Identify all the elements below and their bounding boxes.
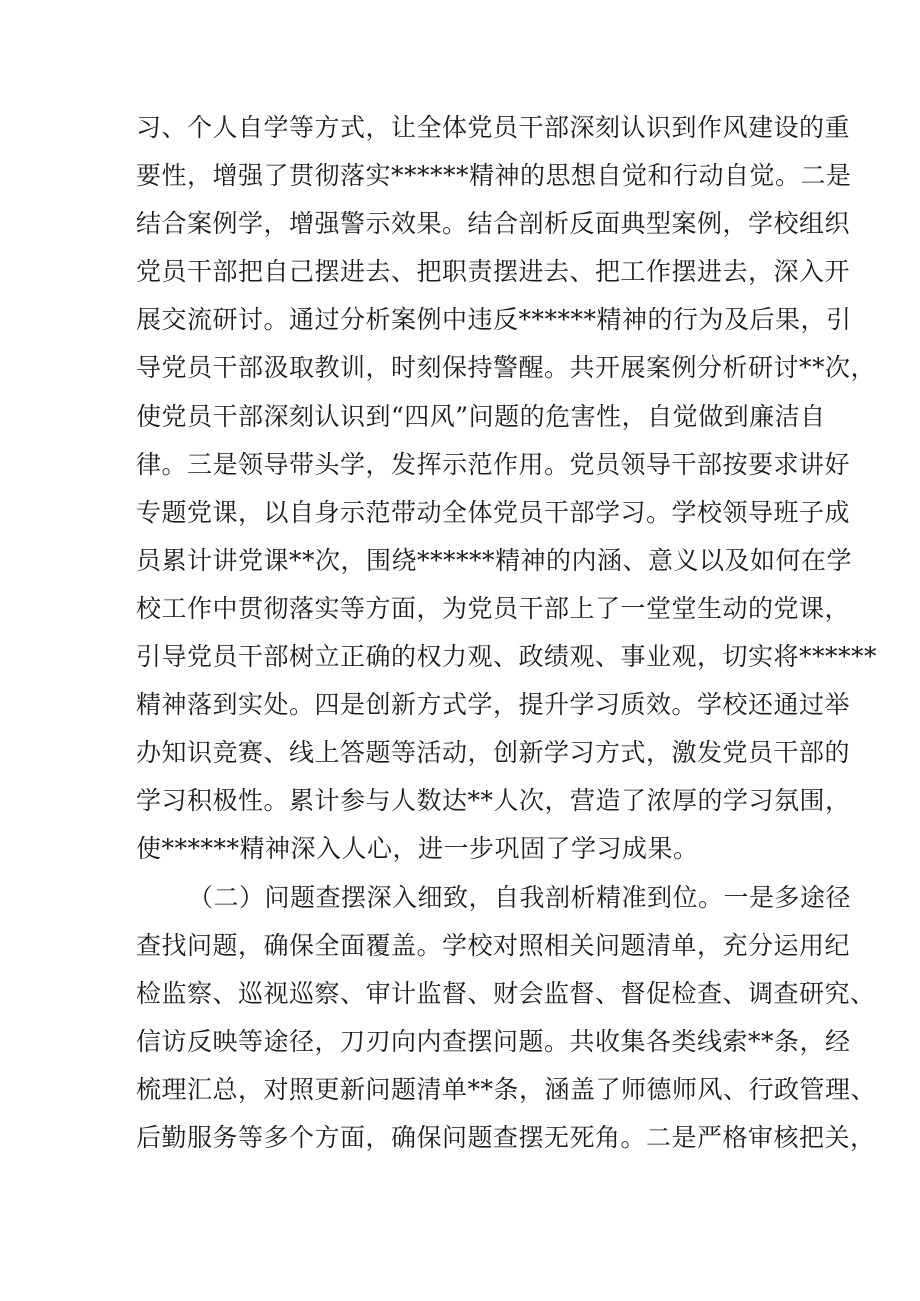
text-line: 检监察、巡视巡察、审计监督、财会监督、督促检查、调查研究、 (136, 978, 876, 1008)
paragraph-1 (136, 104, 878, 874)
text-line: 后勤服务等多个方面，确保问题查摆无死角。二是严格审核把关， (136, 1122, 876, 1152)
text-line: 使******精神深入人心，进一步巩固了学习成果。 (136, 834, 699, 864)
text-line: 精神落到实处。四是创新方式学，提升学习质效。学校还通过举 (136, 690, 851, 720)
text-line: 梳理汇总，对照更新问题清单**条，涵盖了师德师风、行政管理、 (136, 1074, 877, 1104)
text-line: 信访反映等途径，刀刃向内查摆问题。共收集各类线索**条，经 (136, 1026, 851, 1056)
text-line: 习、个人自学等方式，让全体党员干部深刻认识到作风建设的重 (136, 113, 851, 142)
text-line: 查找问题，确保全面覆盖。学校对照相关问题清单，充分运用纪 (136, 930, 851, 960)
text-line: 使党员干部深刻认识到“四风”问题的危害性，自觉做到廉洁自 (136, 401, 826, 431)
paragraph-2 (136, 874, 877, 1163)
text-line: 校工作中贯彻落实等方面，为党员干部上了一堂堂生动的党课， (136, 593, 851, 623)
document-page (136, 104, 878, 1162)
text-line: 员累计讲党课**次，围绕******精神的内涵、意义以及如何在学 (136, 545, 853, 575)
text-line: 专题党课，以自身示范带动全体党员干部学习。学校领导班子成 (136, 497, 851, 527)
section-heading-line: （二）问题查摆深入细致，自我剖析精准到位。一是多途径 (188, 882, 852, 912)
text-line: 办知识竞赛、线上答题等活动，创新学习方式，激发党员干部的 (136, 738, 851, 768)
text-line: 学习积极性。累计参与人数达**人次，营造了浓厚的学习氛围， (136, 786, 851, 816)
text-line: 结合案例学，增强警示效果。结合剖析反面典型案例，学校组织 (136, 209, 851, 239)
text-line: 要性，增强了贯彻落实******精神的思想自觉和行动自觉。二是 (136, 161, 852, 191)
text-line: 导党员干部汲取教训，时刻保持警醒。共开展案例分析研讨**次， (136, 353, 877, 383)
text-line: 引导党员干部树立正确的权力观、政绩观、事业观，切实将****** (136, 642, 878, 672)
text-line: 展交流研讨。通过分析案例中违反******精神的行为及后果，引 (136, 305, 852, 335)
text-line: 党员干部把自己摆进去、把职责摆进去、把工作摆进去，深入开 (136, 257, 851, 287)
text-line: 律。三是领导带头学，发挥示范作用。党员领导干部按要求讲好 (136, 449, 851, 479)
